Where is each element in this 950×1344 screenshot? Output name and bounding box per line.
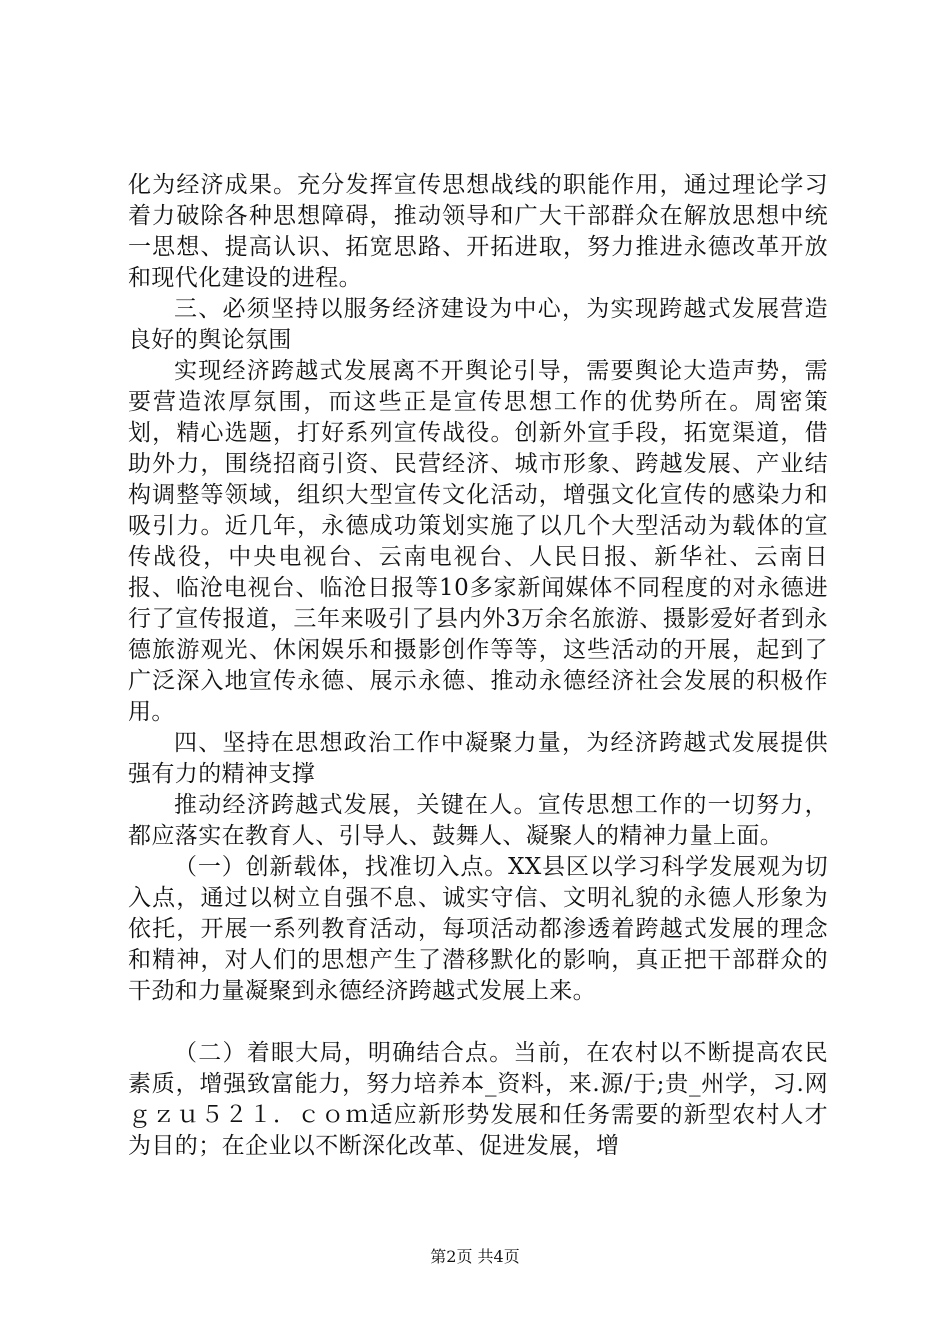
section-heading-4: 四、坚持在思想政治工作中凝聚力量，为经济跨越式发展提供强有力的精神支撑 xyxy=(128,730,828,787)
section-heading-3: 三、必须坚持以服务经济建设为中心，为实现跨越式发展营造良好的舆论氛围 xyxy=(128,296,828,353)
document-body xyxy=(128,170,828,1162)
paragraph-item-1: （一）创新载体，找准切入点。XX县区以学习科学发展观为切入点，通过以树立自强不息、诚实守信、文明礼貌的永德人形象为依托，开展一系列教育活动，每项活动都渗透着跨越式发展的理念和精神，对人们的思想产生了潜移默化的影响，真正把干部群众的干劲和力量凝聚到永德经济跨越式发展上来。 xyxy=(128,854,828,1004)
paragraph-people: 推动经济跨越式发展，关键在人。宣传思想工作的一切努力，都应落实在教育人、引导人、鼓舞人、凝聚人的精神力量上面。 xyxy=(128,792,828,849)
paragraph-continuation: 化为经济成果。充分发挥宣传思想战线的职能作用，通过理论学习着力破除各种思想障碍，推动领导和广大干部群众在解放思想中统一思想、提高认识、拓宽思路、开拓进取，努力推进永德改革开放和现代化建设的进程。 xyxy=(128,172,828,291)
paragraph-publicity: 实现经济跨越式发展离不开舆论引导，需要舆论大造声势，需要营造浓厚氛围，而这些正是宣传思想工作的优势所在。周密策划，精心选题，打好系列宣传战役。创新外宣手段，拓宽渠道，借助外力，围绕招商引资、民营经济、城市形象、跨越发展、产业结构调整等领域，组织大型宣传文化活动，增强文化宣传的感染力和吸引力。近几年，永德成功策划实施了以几个大型活动为载体的宣传战役，中央电视台、云南电视台、人民日报、新华社、云南日报、临沧电视台、临沧日报等10多家新闻媒体不同程度的对永德进行了宣传报道，三年来吸引了县内外3万余名旅游、摄影爱好者到永德旅游观光、休闲娱乐和摄影创作等等，这些活动的开展，起到了广泛深入地宣传永德、展示永德、推动永德经济社会发展的积极作用。 xyxy=(128,358,828,725)
paragraph-spacer xyxy=(128,1007,828,1038)
paragraph-item-2: （二）着眼大局，明确结合点。当前，在农村以不断提高农民素质，增强致富能力，努力培养本_资料，来.源/于;贵_州学，习.网ｇｚｕ５２１．ｃｏｍ适应新形势发展和任务需要的新型农村人才为目的；在企业以不断深化改革、促进发展，增 xyxy=(128,1040,828,1159)
page-number-footer: 第2页 共4页 xyxy=(430,1247,520,1266)
